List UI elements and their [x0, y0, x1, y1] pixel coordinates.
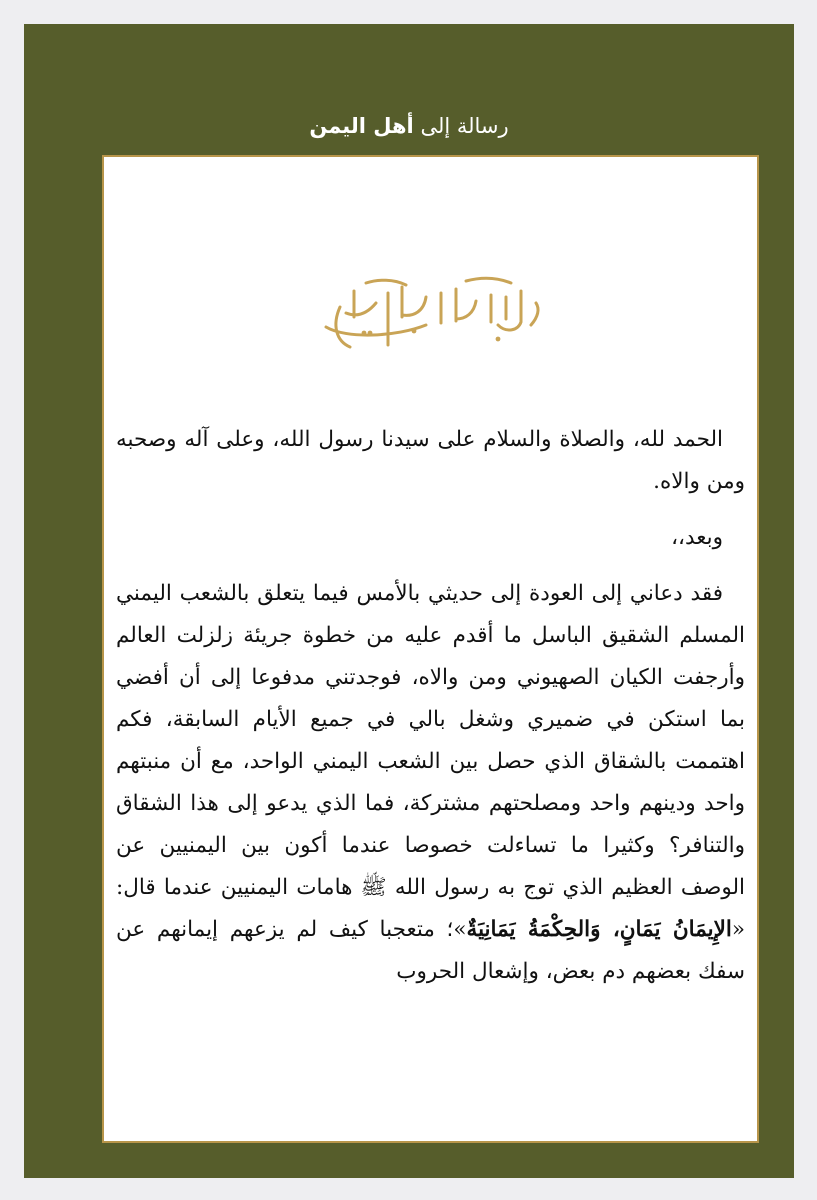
- content-page: [102, 155, 759, 1143]
- page-frame: [24, 24, 794, 1178]
- page-header: [24, 112, 794, 140]
- basmala-calligraphy: [104, 267, 757, 361]
- header-title-bold: أهل اليمن: [309, 114, 414, 138]
- paragraph-opening: الحمد لله، والصلاة والسلام على سيدنا رسول الله، وعلى آله وصحبه ومن والاه.: [116, 427, 745, 494]
- hadith-quote: الإِيمَانُ يَمَانٍ، وَالحِكْمَةُ يَمَانِيَةٌ: [466, 917, 732, 942]
- paragraph-main: [116, 573, 745, 993]
- paragraph-transition: وبعد،،: [671, 525, 723, 550]
- header-title-light: رسالة إلى: [420, 114, 509, 138]
- letter-body: [116, 419, 745, 993]
- basmala-calligraphy-icon: [306, 267, 556, 357]
- paragraph-main-part-1: فقد دعاني إلى العودة إلى حديثي بالأمس فيما يتعلق بالشعب اليمني المسلم الشقيق الباسل ما أقدم عليه من خطوة جريئة زلزلت العالم وأرجفت الكيان الصهيوني ومن والاه، فوجدتني مدفوعا إلى أن أفضي بما استكن في ضميري وشغل بالي في جميع الأيام السابقة، فكم اهتممت بالشقاق الذي حصل بين الشعب اليمني الواحد، مع أن منبتهم واحد ودينهم واحد ومصلحتهم مشتركة، فما الذي يدعو إلى هذا الشقاق والتنافر؟ وكثيرا ما تساءلت خصوصا عندما أكون بين اليمنيين عن الوصف العظيم الذي توج به رسول الله ﷺ هامات اليمنيين عندما قال: «: [116, 581, 746, 942]
- paragraph-main-part-2: »؛ متعجبا كيف لم يزعهم إيمانهم عن سفك بعضهم دم بعض، وإشعال الحروب: [116, 917, 745, 984]
